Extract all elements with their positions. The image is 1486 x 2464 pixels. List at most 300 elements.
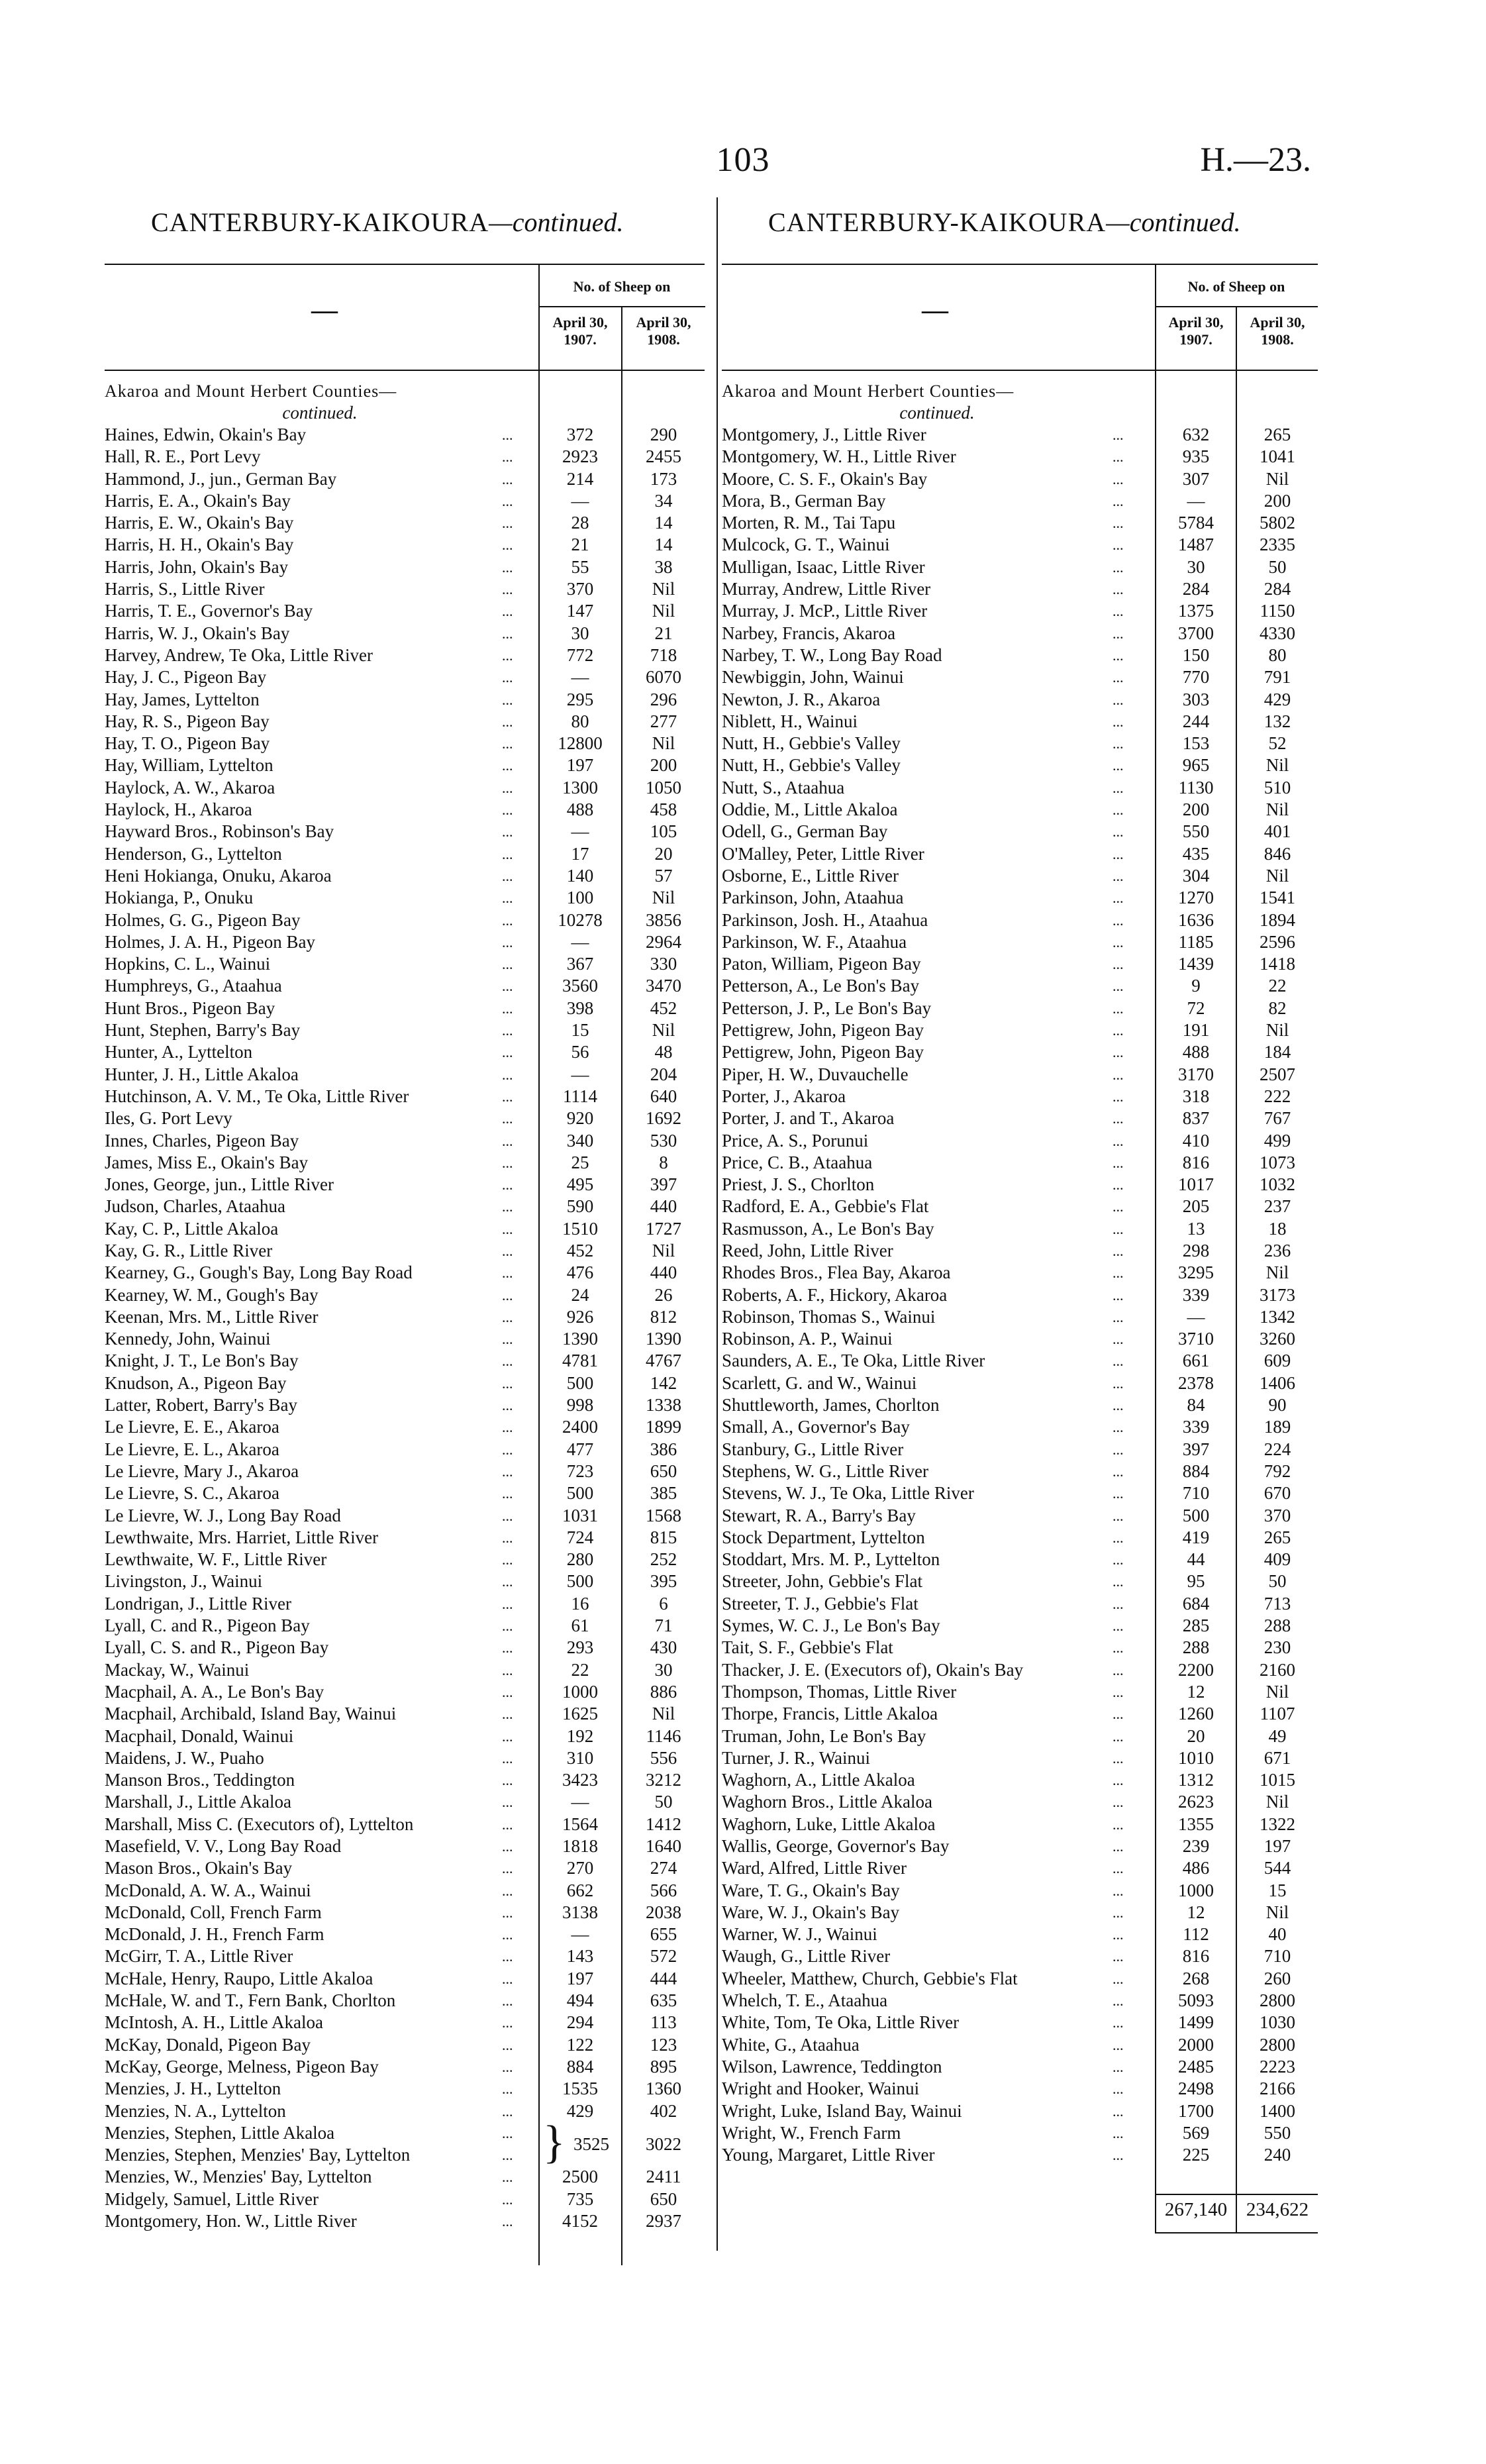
leader-dots: ... [1113,2124,1124,2141]
sheep-1907: 662 [566,1880,594,1900]
leader-dots: ... [1113,2014,1124,2031]
sheep-1907: — [571,1924,589,1945]
sheep-1907: 710 [1182,1483,1210,1504]
table-row [722,953,1318,975]
table-row [105,1769,705,1791]
sheep-1907: 1300 [562,777,598,797]
table-row [722,865,1318,887]
sheep-1908: 2166 [1260,2079,1295,2099]
table-row [722,1461,1318,1482]
sheep-1908: 499 [1263,1130,1291,1151]
sheep-1908: 1050 [646,777,681,797]
sheep-1908: 1032 [1260,1174,1295,1195]
leader-dots: ... [1113,492,1124,509]
table-row [105,1041,705,1063]
leader-dots: ... [502,1838,513,1855]
sheep-1908: 80 [1268,644,1287,665]
leader-dots: ... [1113,933,1124,950]
right-section-heading [722,380,1152,424]
holder-name: Hokianga, P., Onuku [105,888,254,908]
table-row [105,1482,705,1504]
table-row [722,1130,1318,1152]
holder-name: Kay, C. P., Little Akaloa [105,1218,279,1239]
holder-name: Iles, G. Port Levy [105,1108,232,1129]
sheep-1907: 1000 [562,1681,598,1702]
sheep-1907: 13 [1187,1218,1205,1239]
leader-dots: ... [1113,1286,1124,1304]
sheep-1907: 12 [1187,1902,1205,1922]
right-header-col2: April 30, 1908. [1250,314,1305,348]
leader-dots: ... [502,1727,513,1745]
leader-dots: ... [1113,2147,1124,2164]
sheep-1908: Nil [1265,865,1289,886]
holder-name: Stephens, W. G., Little River [722,1461,928,1481]
holder-name: Masefield, V. V., Long Bay Road [105,1836,342,1856]
sheep-1908: 49 [1268,1725,1287,1746]
sheep-1907: 398 [566,998,594,1018]
holder-name: McKay, Donald, Pigeon Bay [105,2034,311,2055]
page-reference: H.—23. [1200,141,1311,179]
sheep-1907: 205 [1182,1196,1210,1217]
holder-name: Rhodes Bros., Flea Bay, Akaroa [722,1262,951,1283]
holder-name: Hay, R. S., Pigeon Bay [105,711,270,731]
leader-dots: ... [1113,779,1124,796]
sheep-1908: Nil [652,1020,675,1041]
table-row [105,1549,705,1570]
sheep-1907: 488 [566,799,594,820]
holder-name: Harvey, Andrew, Te Oka, Little River [105,644,373,665]
holder-name: Harris, E. A., Okain's Bay [105,490,291,511]
sheep-1907: 816 [1182,1946,1210,1967]
table-row [722,1747,1318,1769]
table-row [722,1416,1318,1438]
leader-dots: ... [502,890,513,907]
table-row [105,777,705,799]
sheep-1908: 895 [650,2056,677,2077]
sheep-1908: Nil [652,579,675,599]
sheep-1907: 372 [566,425,594,444]
sheep-1908: 670 [1263,1483,1291,1504]
table-row [722,2034,1318,2056]
leader-dots: ... [1113,845,1124,862]
table-row [722,1659,1318,1681]
sheep-1908: 452 [650,998,677,1018]
table-row [105,799,705,821]
holder-name: Wilson, Lawrence, Teddington [722,2056,942,2077]
sheep-1908: 1418 [1260,954,1295,974]
left-bracket-brace: } [543,2117,566,2168]
left-section-line2: continued. [282,403,358,423]
holder-name: Menzies, W., Menzies' Bay, Lyttelton [105,2167,372,2187]
table-row [105,909,705,931]
sheep-1908: 274 [650,1858,677,1878]
table-row [722,1681,1318,1703]
holder-name: Thorpe, Francis, Little Akaloa [722,1704,938,1724]
leader-dots: ... [1113,1882,1124,1899]
leader-dots: ... [1113,1154,1124,1171]
leader-dots: ... [1113,735,1124,752]
leader-dots: ... [502,669,513,686]
table-row [105,1637,705,1659]
holder-name: Waugh, G., Little River [722,1946,891,1967]
table-row [722,490,1318,512]
sheep-1908: 791 [1263,667,1291,688]
leader-dots: ... [502,1639,513,1657]
left-bracket-v1: 3525 [573,2134,609,2154]
leader-dots: ... [502,2058,513,2075]
holder-name: Montgomery, J., Little River [722,425,926,444]
sheep-1907: 318 [1182,1086,1210,1106]
sheep-1908: 566 [650,1880,677,1900]
table-row [722,468,1318,490]
holder-name: Niblett, H., Wainui [722,711,858,731]
sheep-1907: 100 [566,888,594,908]
left-top-rule [105,264,705,265]
table-row [105,1593,705,1615]
sheep-1907: 2000 [1178,2034,1214,2055]
sheep-1908: 3260 [1260,1329,1295,1349]
sheep-1907: 3423 [562,1770,598,1790]
sheep-1907: 770 [1182,667,1210,688]
sheep-1907: 500 [566,1483,594,1504]
sheep-1907: 192 [566,1725,594,1746]
left-section-line1: Akaroa and Mount Herbert Counties— [105,382,397,401]
holder-name: Parkinson, W. F., Ataahua [722,931,907,952]
leader-dots: ... [1113,1683,1124,1700]
leader-dots: ... [502,1044,513,1061]
sheep-1908: 2411 [646,2167,681,2187]
leader-dots: ... [1113,713,1124,730]
leader-dots: ... [502,801,513,819]
table-row [722,1637,1318,1659]
sheep-1907: 477 [566,1439,594,1459]
holder-name: Le Lievre, E. L., Akaroa [105,1439,279,1459]
table-row [105,644,705,666]
table-row [105,446,705,468]
leader-dots: ... [502,1551,513,1568]
holder-name: Maidens, J. W., Puaho [105,1747,264,1768]
leader-dots: ... [1113,1441,1124,1458]
leader-dots: ... [502,1617,513,1635]
holder-name: Porter, J., Akaroa [722,1086,846,1106]
table-row [105,1284,705,1306]
holder-name: Innes, Charles, Pigeon Bay [105,1130,299,1151]
sheep-1908: 22 [1268,976,1287,996]
leader-dots: ... [1113,1838,1124,1855]
leader-dots: ... [1113,1419,1124,1436]
leader-dots: ... [502,1882,513,1899]
holder-name: Londrigan, J., Little River [105,1593,291,1614]
leader-dots: ... [502,1110,513,1127]
holder-name: Stevens, W. J., Te Oka, Little River [722,1483,974,1504]
leader-dots: ... [1113,823,1124,841]
table-row [722,754,1318,776]
leader-dots: ... [1113,1904,1124,1921]
sheep-1908: 385 [650,1483,677,1504]
leader-dots: ... [502,1176,513,1194]
leader-dots: ... [1113,911,1124,929]
right-totals-rule-top [1155,2194,1318,2195]
table-row [722,1814,1318,1835]
sheep-1907: 1130 [1178,777,1214,797]
holder-name: Lyall, C. S. and R., Pigeon Bay [105,1637,329,1658]
leader-dots: ... [1113,1926,1124,1943]
holder-name: Thompson, Thomas, Little River [722,1681,957,1702]
table-row [722,887,1318,909]
sheep-1908: Nil [1265,1020,1289,1041]
left-group-rule [538,306,705,307]
table-row [722,1835,1318,1857]
holder-name: Price, C. B., Ataahua [722,1152,873,1172]
sheep-1908: 14 [654,535,673,555]
sheep-1907: 112 [1183,1924,1209,1945]
holder-name: Macphail, Donald, Wainui [105,1725,294,1746]
sheep-1907: 3295 [1178,1262,1214,1283]
table-row [105,821,705,843]
table-row [722,1902,1318,1924]
sheep-1907: 429 [566,2100,594,2121]
table-row [722,1549,1318,1570]
sheep-1908: 1390 [646,1329,681,1349]
sheep-1907: 61 [571,1616,589,1636]
holder-name: Radford, E. A., Gebbie's Flat [722,1196,929,1217]
sheep-1907: 1439 [1178,954,1214,974]
leader-dots: ... [502,1419,513,1436]
leader-dots: ... [1113,1992,1124,2010]
holder-name: Hay, J. C., Pigeon Bay [105,667,267,688]
table-row [105,1416,705,1438]
leader-dots: ... [502,1529,513,1546]
holder-name: Scarlett, G. and W., Wainui [722,1372,917,1393]
sheep-1907: 295 [566,689,594,709]
table-row [105,1814,705,1835]
holder-name: Le Lievre, S. C., Akaroa [105,1483,279,1504]
holder-name: Nutt, H., Gebbie's Valley [722,733,901,754]
holder-name: McHale, Henry, Raupo, Little Akaloa [105,1968,373,1988]
sheep-1907: 884 [566,2056,594,2077]
leader-dots: ... [502,1485,513,1502]
table-row [105,424,705,446]
holder-name: Hopkins, C. L., Wainui [105,954,271,974]
sheep-1907: 661 [1182,1351,1210,1371]
table-row [105,1107,705,1129]
holder-name: Shuttleworth, James, Chorlton [722,1395,940,1415]
holder-name: Murray, Andrew, Little River [722,579,931,599]
sheep-1908: 550 [1263,2122,1291,2143]
leader-dots: ... [502,1374,513,1392]
holder-name: Thacker, J. E. (Executors of), Okain's Bay [722,1659,1024,1680]
sheep-1908: 430 [650,1637,677,1658]
sheep-1907: 55 [571,556,589,577]
leader-dots: ... [1113,448,1124,466]
table-row [722,2056,1318,2078]
sheep-1908: 1073 [1260,1152,1295,1172]
sheep-1907: 153 [1182,733,1210,754]
sheep-1908: 3212 [646,1770,681,1790]
holder-name: Stewart, R. A., Barry's Bay [722,1505,916,1525]
sheep-1907: 926 [566,1306,594,1327]
leader-dots: ... [502,2036,513,2053]
table-row [105,1439,705,1461]
sheep-1908: 1360 [646,2079,681,2099]
table-row [105,711,705,733]
holder-name: Kearney, G., Gough's Bay, Long Bay Road [105,1262,413,1283]
table-row [105,2078,705,2100]
right-header-group: No. of Sheep on [1187,278,1285,295]
sheep-1908: 48 [654,1042,673,1062]
right-section-line1: Akaroa and Mount Herbert Counties— [722,382,1015,401]
sheep-1908: 52 [1268,733,1287,754]
sheep-1907: 25 [571,1152,589,1172]
leader-dots: ... [502,691,513,708]
sheep-1907: 30 [571,623,589,643]
holder-name: Parkinson, Josh. H., Ataahua [722,909,928,930]
sheep-1908: 1406 [1260,1372,1295,1393]
holder-name: Humphreys, G., Ataahua [105,976,282,996]
leader-dots: ... [502,933,513,950]
holder-name: Haylock, A. W., Akaroa [105,777,275,797]
leader-dots: ... [1113,2102,1124,2120]
sheep-1907: 72 [1187,998,1205,1018]
left-header-rule [105,370,705,371]
sheep-1908: 184 [1263,1042,1291,1062]
table-row [105,1835,705,1857]
leader-dots: ... [502,779,513,796]
holder-name: Manson Bros., Teddington [105,1770,295,1790]
table-row [105,1240,705,1262]
sheep-1907: 268 [1182,1968,1210,1988]
leader-dots: ... [1113,1749,1124,1767]
sheep-1907: 2500 [562,2167,598,2187]
leader-dots: ... [1113,757,1124,774]
table-row [722,1394,1318,1416]
holder-name: Narbey, T. W., Long Bay Road [722,644,942,665]
sheep-1908: Nil [652,1240,675,1260]
table-row [105,1152,705,1174]
left-header-dash: — [311,295,338,325]
leader-dots: ... [502,1088,513,1105]
sheep-1907: 837 [1182,1108,1210,1129]
holder-name: Le Lievre, E. E., Akaroa [105,1417,279,1437]
sheep-1908: 1400 [1260,2100,1295,2121]
leader-dots: ... [1113,515,1124,532]
holder-name: Hunter, A., Lyttelton [105,1042,253,1062]
holder-name: Hunt Bros., Pigeon Bay [105,998,275,1018]
leader-dots: ... [502,757,513,774]
left-title-suffix: —continued. [489,207,624,237]
sheep-1907: 21 [571,535,589,555]
table-row [722,666,1318,688]
sheep-1907: 339 [1182,1284,1210,1305]
leader-dots: ... [502,558,513,576]
table-row [105,1703,705,1725]
sheep-1908: 237 [1263,1196,1291,1217]
table-row [722,446,1318,468]
leader-dots: ... [502,1992,513,2010]
sheep-1908: Nil [652,888,675,908]
holder-name: Mason Bros., Okain's Bay [105,1858,293,1878]
table-row [722,623,1318,644]
holder-name: Midgely, Samuel, Little River [105,2188,319,2209]
sheep-1907: 294 [566,2012,594,2033]
sheep-1908: 173 [650,468,677,489]
sheep-1908: 650 [650,2188,677,2209]
sheep-1907: 1031 [562,1505,598,1525]
sheep-1908: 1692 [646,1108,681,1129]
sheep-1908: Nil [1265,468,1289,489]
holder-name: Hay, T. O., Pigeon Bay [105,733,270,754]
holder-name: O'Malley, Peter, Little River [722,843,924,864]
leader-dots: ... [502,1132,513,1149]
leader-dots: ... [502,1286,513,1304]
table-row [105,1174,705,1196]
table-row [105,1570,705,1592]
table-row [105,1880,705,1902]
table-row [105,2012,705,2033]
sheep-1908: 14 [654,513,673,533]
holder-name: McGirr, T. A., Little River [105,1946,293,1967]
sheep-1907: 500 [1182,1505,1210,1525]
leader-dots: ... [1113,1706,1124,1723]
leader-dots: ... [1113,1727,1124,1745]
leader-dots: ... [502,1772,513,1789]
holder-name: Pettigrew, John, Pigeon Bay [722,1042,924,1062]
sheep-1908: 713 [1263,1593,1291,1614]
sheep-1907: 197 [566,1968,594,1988]
sheep-1908: 458 [650,799,677,820]
left-bracket-v2: 3022 [646,2134,681,2154]
leader-dots: ... [502,625,513,642]
holder-name: Marshall, J., Little Akaloa [105,1792,291,1812]
holder-name: Young, Margaret, Little River [722,2145,935,2165]
table-row [722,1968,1318,1990]
leader-dots: ... [1113,558,1124,576]
sheep-1908: 792 [1263,1461,1291,1481]
sheep-1907: 723 [566,1461,594,1481]
sheep-1908: 222 [1263,1086,1291,1106]
sheep-1908: Nil [652,733,675,754]
holder-name: James, Miss E., Okain's Bay [105,1152,309,1172]
holder-name: Porter, J. and T., Akaroa [722,1108,895,1129]
sheep-1908: 284 [1263,579,1291,599]
sheep-1908: 132 [1263,711,1291,731]
table-row [105,733,705,754]
holder-name: Harris, W. J., Okain's Bay [105,623,290,643]
table-row [722,1328,1318,1350]
table-row [105,1857,705,1879]
holder-name: Streeter, John, Gebbie's Flat [722,1571,922,1592]
leader-dots: ... [502,845,513,862]
sheep-1908: 30 [654,1659,673,1680]
sheep-1908: 1041 [1260,446,1295,467]
leader-dots: ... [502,1948,513,1965]
sheep-1908: 401 [1263,821,1291,842]
sheep-1907: 1499 [1178,2012,1214,2033]
holder-name: White, G., Ataahua [722,2034,860,2055]
sheep-1907: 122 [566,2034,594,2055]
sheep-1907: 28 [571,513,589,533]
sheep-1908: Nil [1265,1681,1289,1702]
holder-name: Tait, S. F., Gebbie's Flat [722,1637,893,1658]
sheep-1908: 38 [654,556,673,577]
sheep-1908: 2223 [1260,2056,1295,2077]
table-row [105,534,705,556]
sheep-1907: 998 [566,1395,594,1415]
right-header-rule [722,370,1318,371]
table-row [722,1019,1318,1041]
sheep-1908: 252 [650,1549,677,1570]
leader-dots: ... [1113,581,1124,598]
